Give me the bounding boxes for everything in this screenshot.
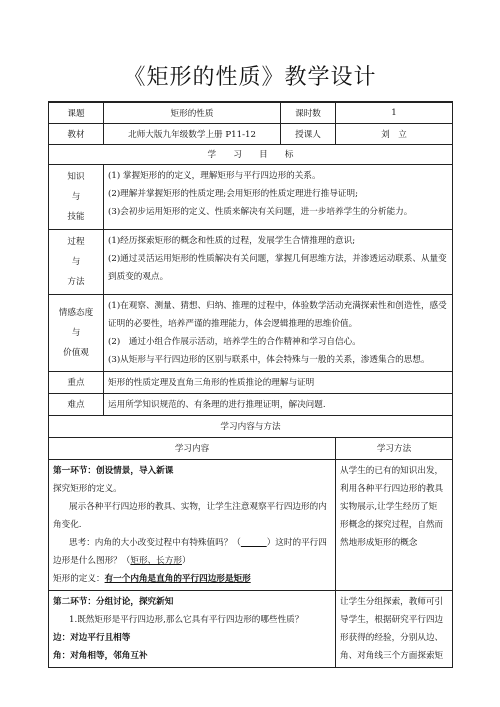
column-header-row [49, 437, 453, 459]
method-line: 形概念的探究过程，自然而 [340, 519, 444, 530]
emotion-label-2: 与 [71, 327, 81, 338]
course-value: 矩形的性质 [104, 102, 281, 123]
method-line: 利用各种平行四边形的教具 [340, 483, 444, 494]
answer-blank [241, 538, 267, 548]
lesson-plan-table [48, 101, 453, 668]
emotion-line: (1)在观察、测量、猜想、归纳、推理的过程中，体验数学活动充满探索性和创造性，感受 [108, 300, 447, 311]
emotion-line: (3)从矩形与平行四边形的区别与联系中，体会特殊与一般的关系，渗透集合的思想。 [108, 354, 430, 365]
knowledge-row [49, 164, 453, 229]
hours-value: 1 [336, 102, 453, 123]
question-text: 思考：内角的大小改变过程中有特殊值吗？（ [69, 537, 241, 548]
process-label-2: 与 [71, 256, 81, 267]
method-line: 实物展示,让学生经历了矩 [340, 501, 438, 512]
method-line: 让学生分组探索，教师可引 [340, 596, 444, 607]
section1-heading: 第一环节：创设情景，导入新课 [53, 465, 174, 476]
key-point-row [49, 371, 453, 393]
knowledge-line: (3)会初步运用矩形的定义、性质来解决有关问题，进一步培养学生的分析能力。 [108, 206, 413, 217]
key-point-label: 重点 [49, 371, 104, 393]
method-column-header: 学习方法 [336, 437, 453, 459]
section2-paragraph: 角：对角相等，邻角互补 [53, 650, 148, 661]
emotion-label [49, 294, 104, 371]
difficulty-value: 运用所学知识规范的、有条理的进行推理证明，解决问题. [104, 393, 453, 415]
process-label-1: 过程 [67, 236, 85, 247]
emotion-row [49, 294, 453, 371]
process-line: 到质变的观点。 [108, 271, 169, 282]
emotion-label-1: 情感态度 [58, 307, 94, 318]
hours-label: 课时数 [281, 102, 336, 123]
section1-paragraph: 角变化. [53, 519, 82, 530]
process-label-3: 方法 [67, 276, 85, 287]
objectives-header-row [49, 144, 453, 164]
course-row [49, 102, 453, 123]
section1-row [49, 459, 453, 590]
content-header-row [49, 415, 453, 437]
process-content [104, 229, 453, 294]
knowledge-label-1: 知识 [67, 171, 85, 182]
method-line: 从学生的已有的知识出发， [340, 465, 444, 476]
section2-content [49, 590, 336, 667]
question-text: 边形是什么图形？（ [53, 555, 131, 566]
method-line: 导学生，根据研究平行四边 [340, 614, 444, 625]
knowledge-line: (2)理解并掌握矩形的性质定理;会用矩形的性质定理进行推导证明; [108, 188, 358, 199]
teacher-value: 刘 立 [336, 123, 453, 144]
answer-text: 矩形、长方形 [130, 555, 182, 566]
knowledge-label-2: 与 [71, 191, 81, 202]
section2-paragraph: 1.既然矩形是平行四边形,那么它具有平行四边形的哪些性质？ [69, 614, 304, 625]
key-point-value: 矩形的性质定理及直角三角形的性质推论的理解与证明 [104, 371, 453, 393]
difficulty-label: 难点 [49, 393, 104, 415]
section2-paragraph: 边：对边平行且相等 [53, 632, 131, 643]
question-text: ） [181, 555, 191, 566]
objectives-header: 学 习 目 标 [49, 144, 453, 164]
difficulty-row [49, 393, 453, 415]
textbook-value: 北师大版九年级数学上册 P11-12 [104, 123, 281, 144]
method-line: 形获得的经验，分别从边、 [340, 632, 444, 643]
emotion-content [104, 294, 453, 371]
emotion-line: (2) 通过小组合作展示活动，培养学生的合作精神和学习自信心。 [108, 336, 361, 347]
knowledge-line: (1) 掌握矩形的的定义，理解矩形与平行四边形的关系。 [108, 170, 321, 181]
page-title: 《矩形的性质》教学设计 [123, 65, 377, 90]
textbook-row [49, 123, 453, 144]
course-label: 课题 [49, 102, 104, 123]
emotion-line: 证明的必要性，培养严谨的推理能力，体会逻辑推理的思维价值。 [108, 318, 358, 329]
knowledge-content [104, 164, 453, 229]
content-column-header: 学习内容 [49, 437, 336, 459]
definition-label: 矩形的定义： [53, 573, 105, 584]
section1-paragraph: 展示各种平行四边形的教具、实物，让学生注意观察平行四边形的内 [69, 501, 327, 512]
section2-row [49, 590, 453, 667]
section1-question [53, 534, 331, 552]
emotion-label-3: 价值观 [63, 347, 89, 358]
section1-paragraph: 探究矩形的定义。 [53, 483, 122, 494]
process-line: (1)经历探索矩形的概念和性质的过程，发展学生合情推理的意识; [108, 235, 356, 246]
textbook-label: 教材 [49, 123, 104, 144]
rectangle-definition [53, 570, 331, 588]
question-text: ）这时的平行四 [266, 537, 327, 548]
method-line: 然地形成矩形的概念 [340, 537, 418, 548]
section2-heading: 第二环节：分组讨论，探究新知 [53, 596, 174, 607]
section2-method [336, 590, 453, 667]
knowledge-label-3: 技能 [67, 211, 85, 222]
section1-method [336, 459, 453, 590]
knowledge-label [49, 164, 104, 229]
process-label [49, 229, 104, 294]
process-line: (2)通过灵活运用矩形的性质解决有关问题，掌握几何思维方法，并渗透运动联系、从量变 [108, 253, 447, 264]
teacher-label: 授课人 [281, 123, 336, 144]
method-line: 角、对角线三个方面探索矩 [340, 650, 444, 661]
process-row [49, 229, 453, 294]
section1-content [49, 459, 336, 590]
content-header: 学习内容与方法 [49, 415, 453, 437]
definition-text: 有一个内角是直角的平行四边形是矩形 [104, 573, 251, 584]
section1-question [53, 552, 331, 570]
